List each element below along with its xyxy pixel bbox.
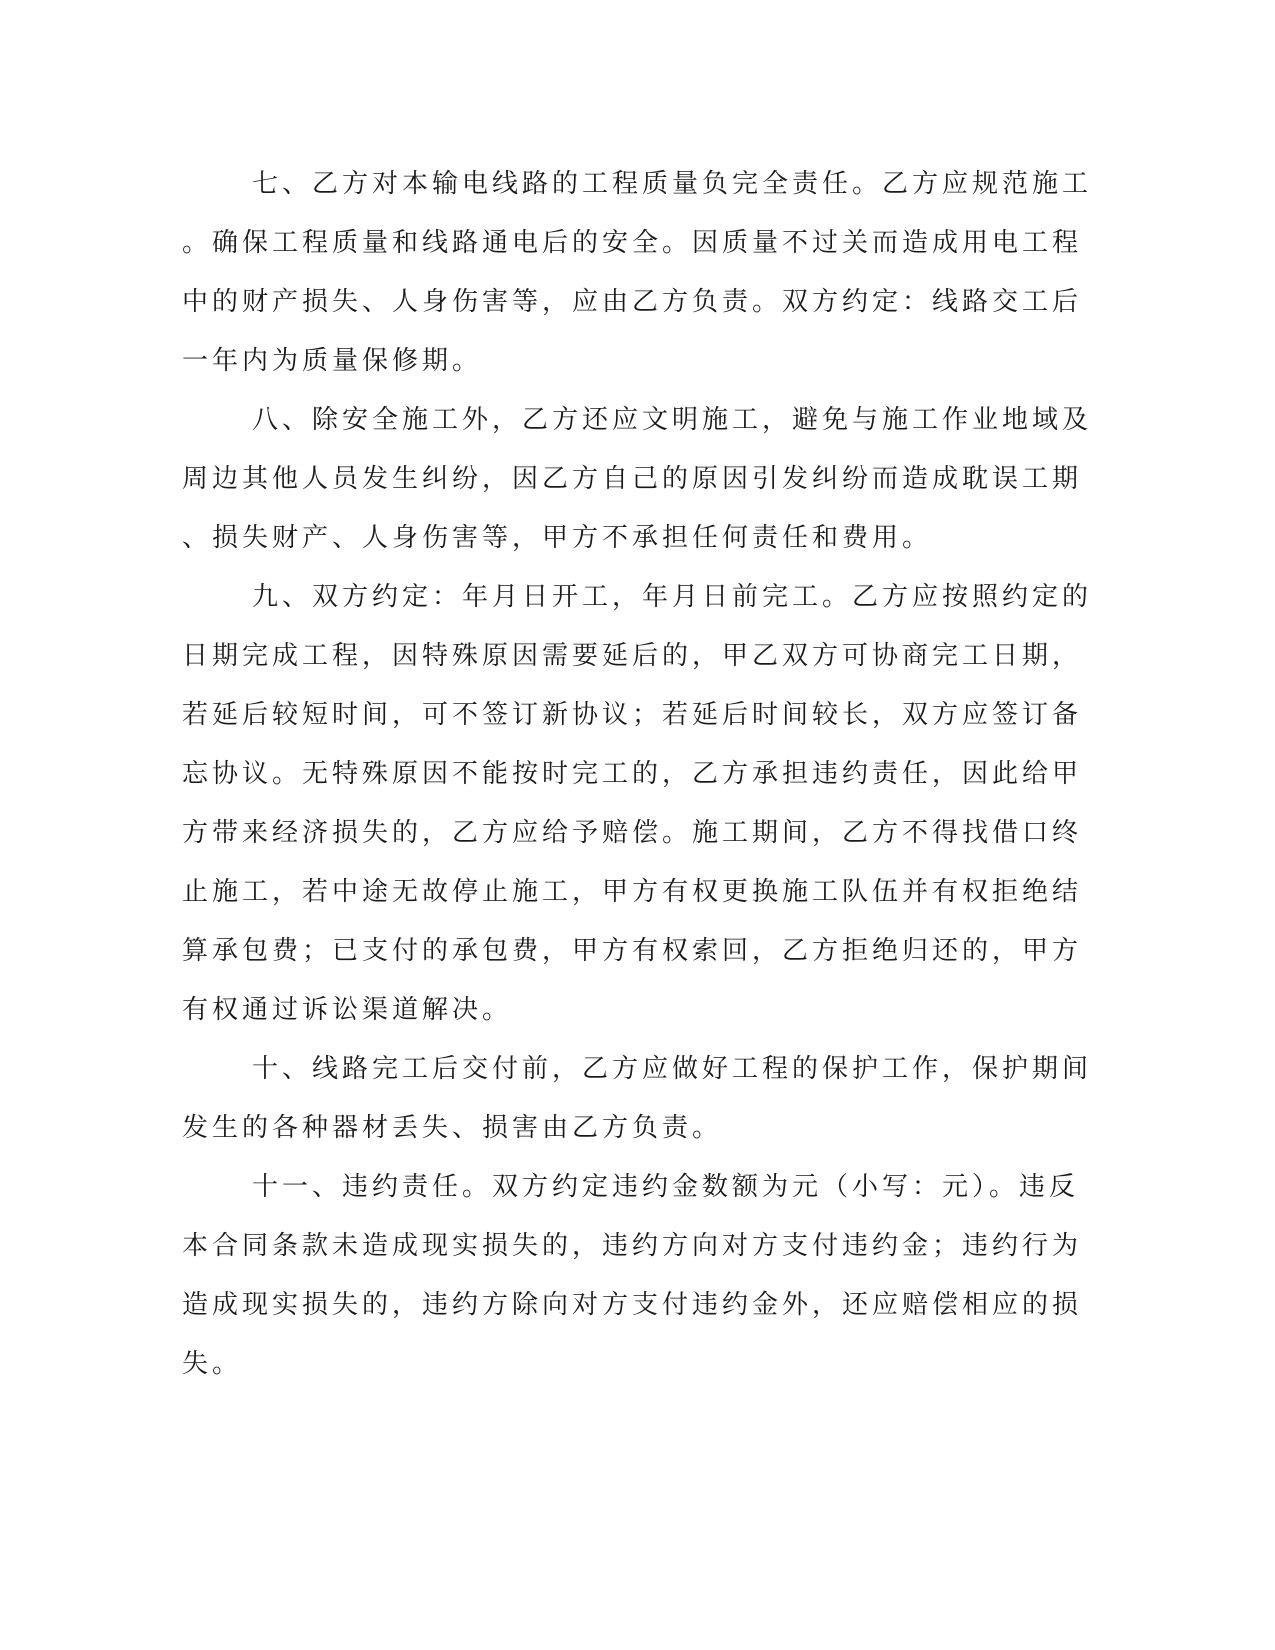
paragraph-10-line-2: 发生的各种器材丢失、损害由乙方负责。 [182,1113,723,1143]
document-body [182,155,1093,1394]
paragraph-7-line-3: 中的财产损失、人身伤害等，应由乙方负责。双方约定：线路交工后 [182,287,1083,317]
paragraph-9-line-2: 日期完成工程，因特殊原因需要延后的，甲乙双方可协商完工日期， [182,641,1083,671]
paragraph-9-line-8: 有权通过诉讼渠道解决。 [182,995,513,1025]
paragraph-9-line-1: 九、双方约定：年月日开工，年月日前完工。乙方应按照约定的 [252,582,1093,612]
paragraph-11-line-4: 失。 [182,1349,243,1379]
paragraph-8-line-1: 八、除安全施工外，乙方还应文明施工，避免与施工作业地域及 [252,405,1093,435]
paragraph-11-line-3: 造成现实损失的，违约方除向对方支付违约金外，还应赔偿相应的损 [182,1290,1083,1320]
paragraph-7-line-1: 七、乙方对本输电线路的工程质量负完全责任。乙方应规范施工 [252,169,1093,199]
paragraph-10-line-1: 十、线路完工后交付前，乙方应做好工程的保护工作，保护期间 [252,1054,1093,1084]
paragraph-8-line-3: 、损失财产、人身伤害等，甲方不承担任何责任和费用。 [182,523,933,553]
paragraph-11-line-2: 本合同条款未造成现实损失的，违约方向对方支付违约金；违约行为 [182,1231,1083,1261]
paragraph-9-line-5: 方带来经济损失的，乙方应给予赔偿。施工期间，乙方不得找借口终 [182,818,1083,848]
paragraph-11-line-1: 十一、违约责任。双方约定违约金数额为元（小写：元）。违反 [252,1172,1080,1202]
paragraph-7-line-2: 。确保工程质量和线路通电后的安全。因质量不过关而造成用电工程 [182,228,1083,258]
paragraph-7-line-4: 一年内为质量保修期。 [182,346,483,376]
paragraph-9-line-4: 忘协议。无特殊原因不能按时完工的，乙方承担违约责任，因此给甲 [182,759,1083,789]
paragraph-9-line-6: 止施工，若中途无故停止施工，甲方有权更换施工队伍并有权拒绝结 [182,877,1083,907]
paragraph-9-line-7: 算承包费；已支付的承包费，甲方有权索回，乙方拒绝归还的，甲方 [182,936,1083,966]
paragraph-8-line-2: 周边其他人员发生纠纷，因乙方自己的原因引发纠纷而造成耽误工期 [182,464,1083,494]
paragraph-9-line-3: 若延后较短时间，可不签订新协议；若延后时间较长，双方应签订备 [182,700,1083,730]
